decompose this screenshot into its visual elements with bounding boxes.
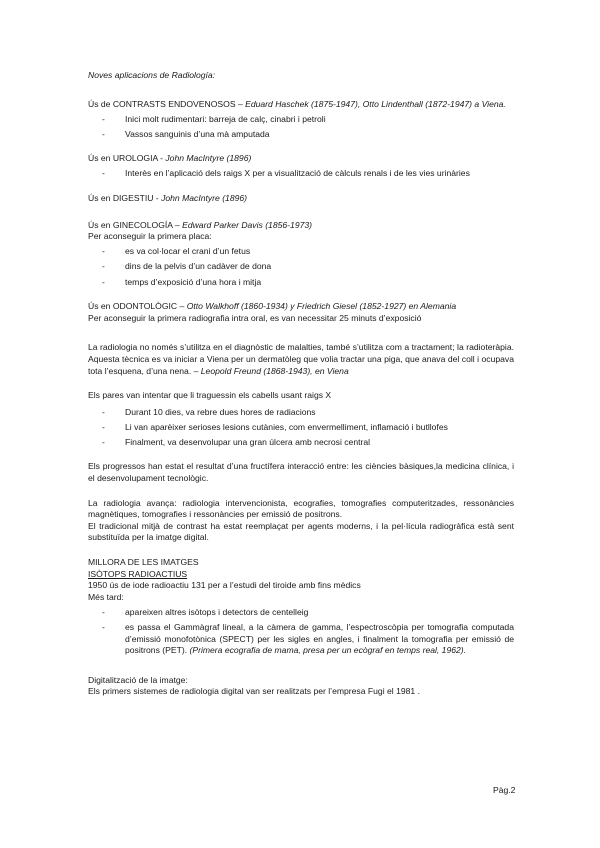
- millora-heading: MILLORA DE LES IMATGES: [88, 557, 199, 568]
- ginecologia-heading: Ús en GINECOLOGÍA – Edward Parker Davis (1856-1973): [88, 219, 313, 230]
- digestiu-heading: Ús en DIGESTIU - John MacIntyre (1896): [88, 193, 248, 204]
- list-item: - Finalment, va desenvolupar una gran úlcera amb necrosi central: [102, 436, 371, 447]
- list-item: - Vassos sanguinis d’una mà amputada: [102, 128, 270, 139]
- radioterapia-paragraph: La radiologia no només s’utilitza en el diagnòstic de malalties, també s’utilitza com a tractament; la radioteràpia. Aquesta tècnica es va iniciar a Viena per un dermatòleg que volia tractar una piga, que anava del coll i ocupava tota l’esquena, d’una nena. – Leopold Freund (1868-1943), en Viena: [88, 342, 514, 376]
- iode-text: 1950 ús de iode radioactiu 131 per a l’estudi del tiroide amb fins mèdics: [88, 580, 361, 591]
- millora-section: [88, 557, 514, 657]
- odontologic-text: Per aconseguir la primera radiografia intra oral, es van necessitar 25 minuts d’exposició: [88, 312, 422, 323]
- list-item: - es va col·locar el crani d’un fetus: [102, 246, 251, 257]
- list-item: - temps d’exposició d’una hora i mitja: [102, 276, 262, 287]
- cabells-section: [88, 390, 514, 448]
- odontologic-section: [88, 301, 514, 324]
- avanca-section: [88, 498, 514, 544]
- list-item: - Interès en l’aplicació dels raigs X per a visualització de càlculs renals i de les vies urinàries: [102, 168, 470, 179]
- list-item: - es passa el Gammàgraf lineal, a la càmera de gamma, l’espectroscòpia per tomografia computada d’emissió monofotònica (SPECT) per les sigles en angles, i finalment la tomografia per emissió de positrons (PET). (Primera ecografia de mama, presa per un ecògraf en temps real, 1962).: [102, 622, 514, 656]
- list-item: - Durant 10 dies, va rebre dues hores de radiacions: [102, 406, 316, 417]
- list-item: - apareixen altres isòtops i detectors de centelleig: [102, 606, 309, 617]
- odontologic-heading: Ús en ODONTOLÒGIC – Otto Walkhoff (1860-1934) y Friedrich Giesel (1852-1927) en Alemania: [88, 301, 457, 312]
- mes-tard-label: Més tard:: [88, 591, 124, 602]
- list-item: - Li van aparèixer serioses lesions cutànies, com envermelliment, inflamació i butllofes: [102, 421, 448, 432]
- digital-section: [88, 675, 514, 698]
- progressos-paragraph: Els progressos han estat el resultat d’una fructífera interacció entre: les ciències bàsiques,la medicina clínica, i el desenvolupament tecnològic.: [88, 461, 514, 484]
- cabells-intro: Els pares van intentar que li traguessin els cabells usant raigs X: [88, 390, 332, 401]
- list-item: - dins de la pelvis d’un cadàver de dona: [102, 261, 272, 272]
- contrasts-heading: Ús de CONTRASTS ENDOVENOSOS – Eduard Haschek (1875-1947), Otto Lindenthall (1872-1947) a Viena.: [88, 98, 506, 109]
- document-page: [88, 70, 514, 698]
- digestiu-section: [88, 193, 514, 205]
- digital-text: Els primers sistemes de radiologia digital van ser realitzats per l’empresa Fugi el 1981 .: [88, 686, 420, 697]
- digital-heading: Digitalització de la imatge:: [88, 674, 188, 685]
- avanca-text: La radiologia avança: radiologia intervencionista, ecografies, tomografies computeritzades, ressonàncies magnètiques, tomografies i ressonàncies per emissió de positrons.: [88, 497, 514, 520]
- ginecologia-section: [88, 220, 514, 288]
- page-number: Pàg.2: [493, 785, 516, 795]
- section-title: Noves aplicacions de Radiología:: [88, 70, 216, 80]
- contrast-text: El tradicional mitjà de contrast ha estat reemplaçat per agents moderns, i la pel·lícula radiogràfica està sent substituïda per la imatge digital.: [88, 520, 514, 543]
- isotops-heading: ISÒTOPS RADIOACTIUS: [88, 568, 188, 579]
- ginecologia-intro: Per aconseguir la primera placa:: [88, 231, 212, 242]
- list-item: - Inici molt rudimentari: barreja de calç, cinabri i petroli: [102, 113, 326, 124]
- urologia-section: [88, 153, 514, 180]
- urologia-heading: Ús en UROLOGIA - John MacIntyre (1896): [88, 153, 252, 164]
- contrasts-section: [88, 99, 514, 141]
